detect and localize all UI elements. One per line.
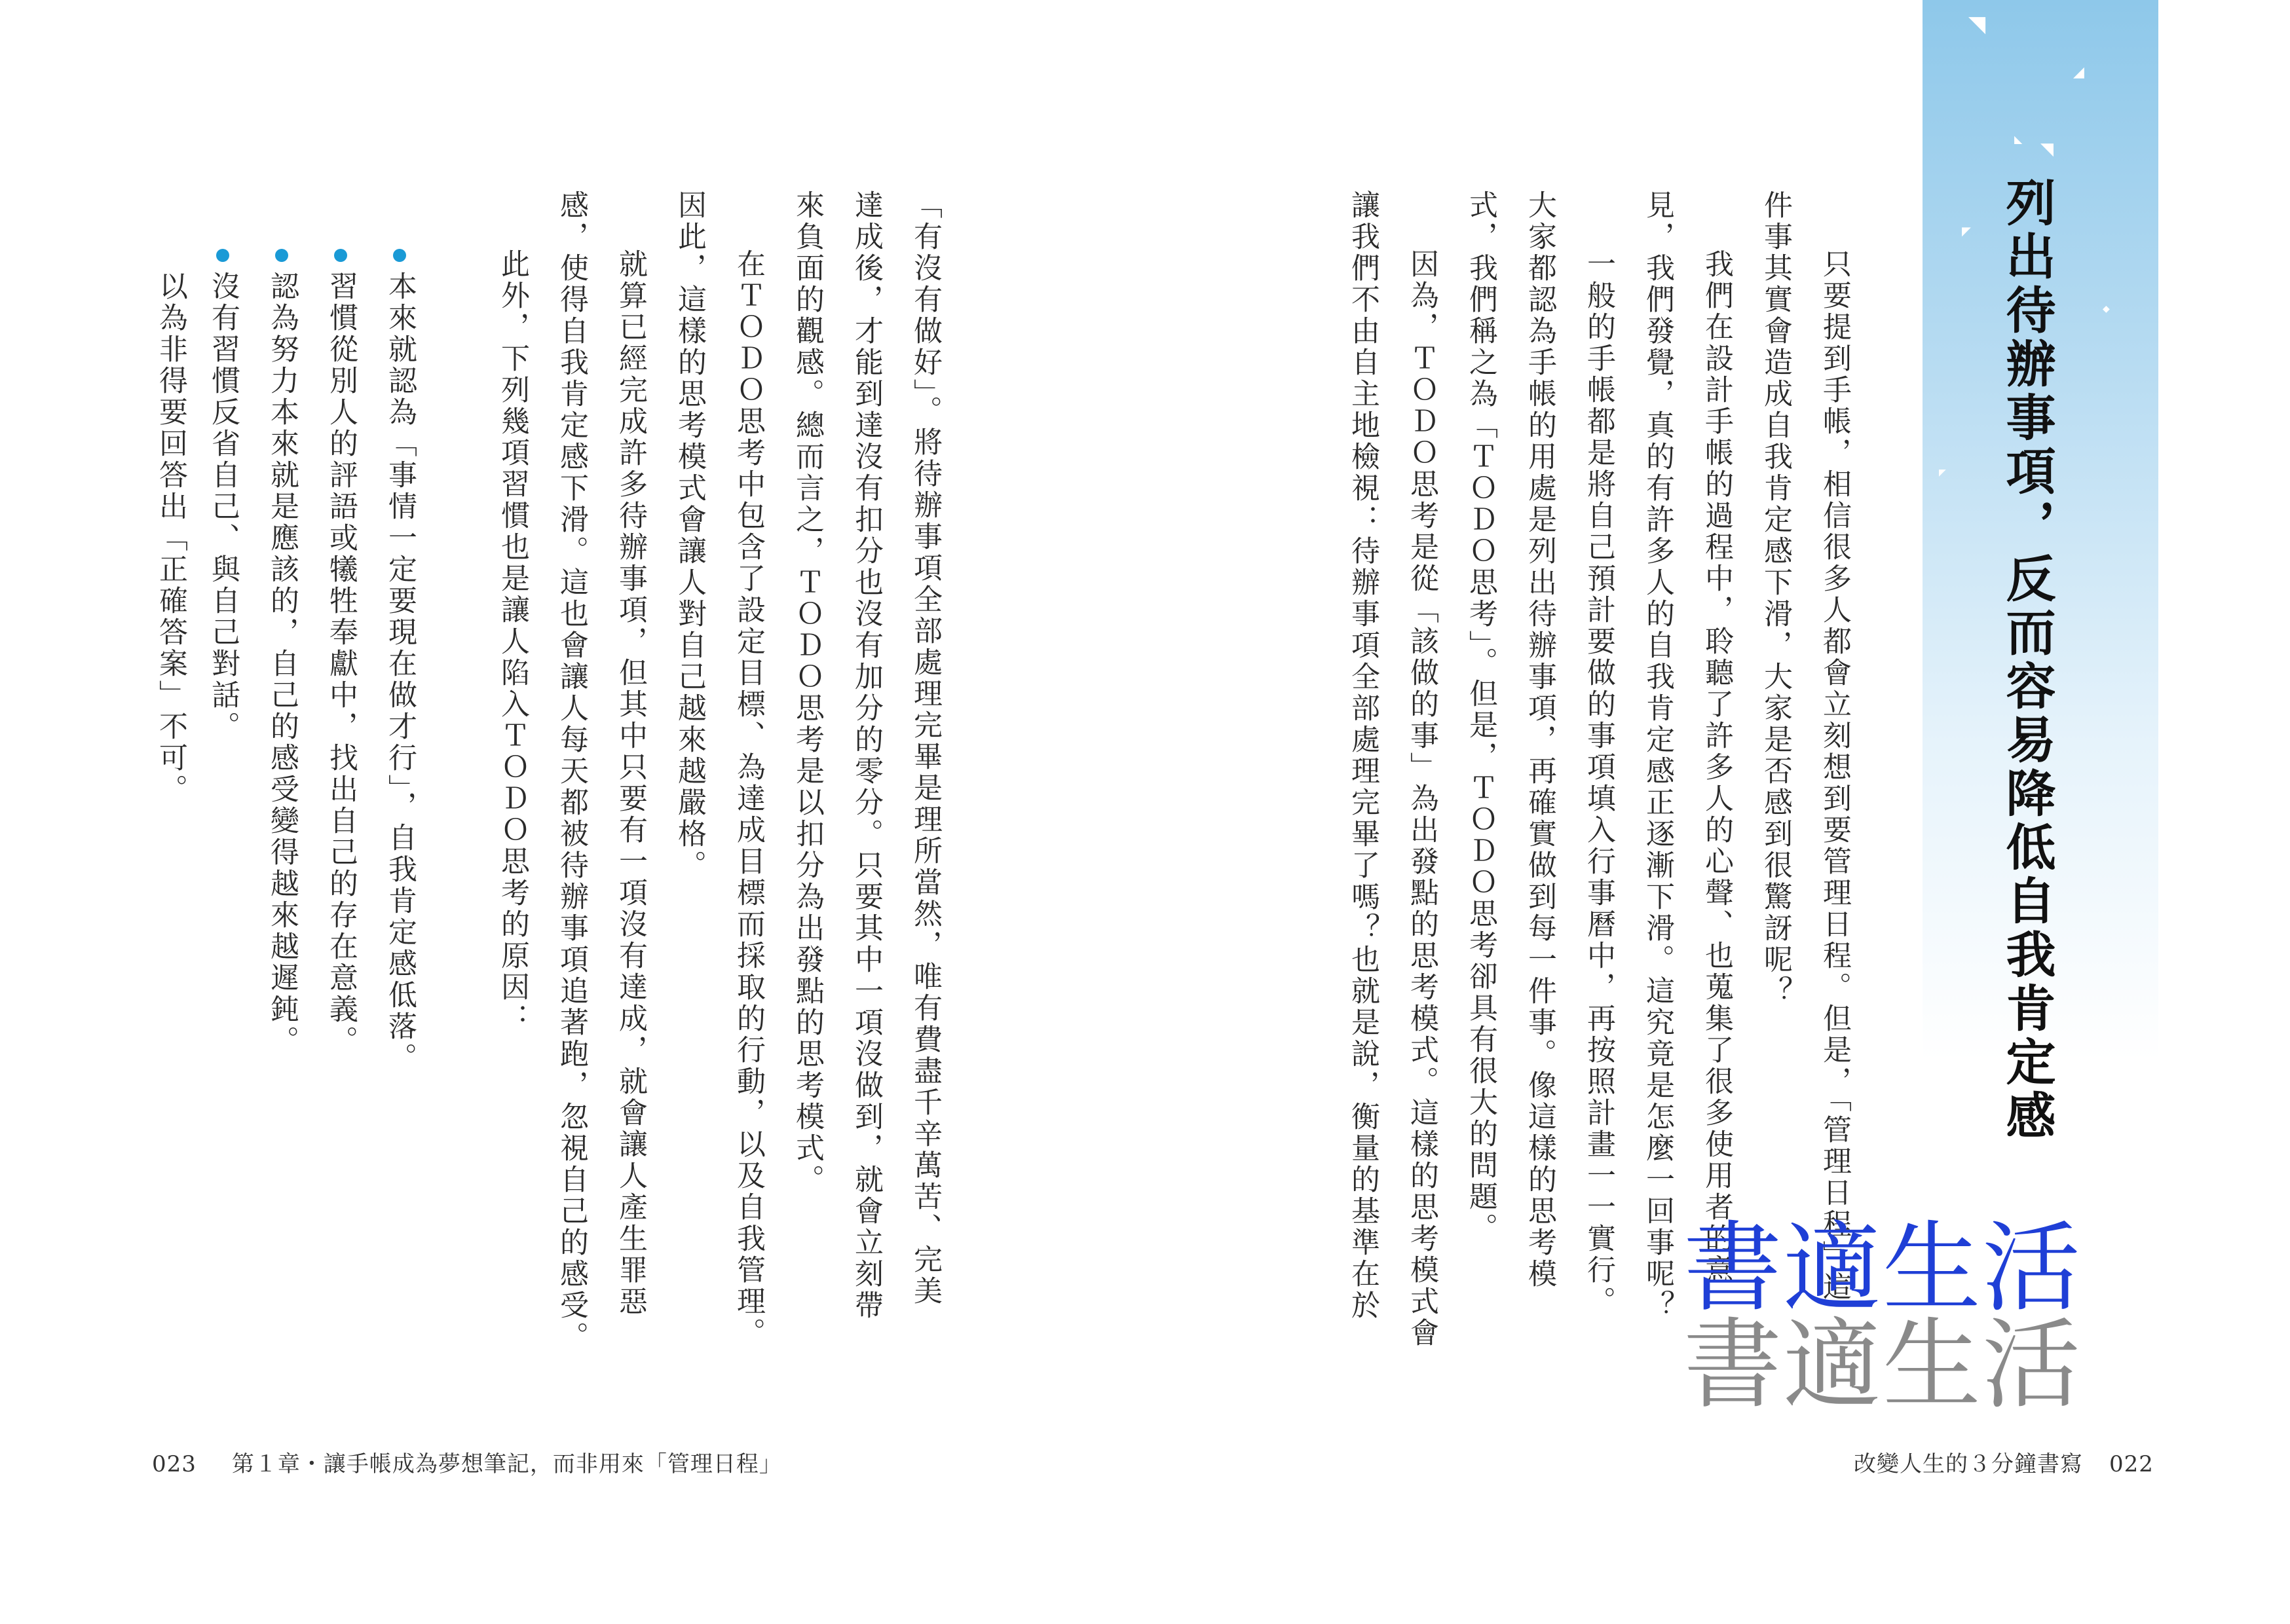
left-body-column: 「有沒有做好」。將待辦事項全部處理完畢是理所當然，唯有費盡千辛萬苦、完美 — [909, 190, 942, 1307]
left-body-column: 來負面的觀感。總而言之，ＴＯＤＯ思考是以扣分為出發點的思考模式。 — [791, 190, 824, 1196]
running-title: 改變人生的３分鐘書寫 — [1854, 1451, 2083, 1477]
right-body-column: 見，我們發覺，真的有許多人的自我肯定感正逐漸下滑。這究竟是怎麼一回事呢？ — [1641, 190, 1674, 1321]
sparkle-icon: ◥ — [2040, 139, 2054, 159]
bullet-text: 習慣從別人的評語或犧牲奉獻中，找出自己的存在意義。 — [324, 271, 358, 1057]
left-body-column: 達成後，才能到達沒有扣分也沒有加分的零分。只要其中一項沒做到，就會立刻帶 — [850, 190, 883, 1321]
watermark-blue: 書適生活 — [1683, 1211, 2082, 1325]
watermark-gray: 書適生活 — [1683, 1308, 2082, 1422]
bullet-text-continued: 以為非得要回答出「正確答案」不可。 — [154, 271, 187, 805]
sparkle-icon: ◤ — [1939, 468, 1946, 478]
bullet-item — [265, 249, 299, 1057]
left-body-column: 就算已經完成許多待辦事項，但其中只要有一項沒有達成，就會讓人產生罪惡 — [614, 249, 647, 1318]
right-body-column: 讓我們不由自主地檢視：待辦事項全部處理完畢了嗎？也就是說，衡量的基準在於 — [1346, 190, 1380, 1321]
bullet-dot-icon — [334, 249, 347, 262]
left-body-column: 此外，下列幾項習慣也是讓人陷入ＴＯＤＯ思考的原因： — [496, 249, 529, 1035]
sparkle-icon: ◢ — [2073, 64, 2084, 81]
bullet-dot-icon — [393, 249, 406, 262]
right-body-column: 只要提到手帳，相信很多人都會立刻想到要管理日程。但是，「管理日程」這 — [1818, 249, 1851, 1303]
right-body-column: 因為，ＴＯＤＯ思考是從「該做的事」為出發點的思考模式。這樣的思考模式會 — [1405, 249, 1438, 1349]
running-title: 第１章・讓手帳成為夢想筆記，而非用來「管理日程」 — [231, 1451, 782, 1477]
left-page-footer — [152, 1446, 782, 1478]
bullet-item — [206, 249, 240, 743]
bullet-text: 本來就認為「事情一定要現在做才行」，自我肯定感低落。 — [383, 271, 417, 1074]
bullet-dot-icon — [275, 249, 288, 262]
page-number: 022 — [2109, 1451, 2154, 1477]
right-body-column: 件事其實會造成自我肯定感下滑，大家是否感到很驚訝呢？ — [1759, 190, 1792, 1007]
bullet-text: 認為努力本來就是應該的，自己的感受變得越來越遲鈍。 — [265, 271, 299, 1057]
sparkle-icon: ◥ — [1968, 11, 1986, 37]
sparkle-icon: ◤ — [1962, 225, 1971, 238]
bullet-item — [383, 249, 417, 1074]
right-body-column: 大家都認為手帳的用處是列出待辦事項，再確實做到每一件事。像這樣的思考模 — [1523, 190, 1556, 1290]
sparkle-icon: ◆ — [2103, 304, 2110, 314]
left-body-column: 感，使得自我肯定感下滑。這也會讓人每天都被待辦事項追著跑，忽視自己的感受。 — [555, 190, 588, 1353]
bullet-text: 沒有習慣反省自己、與自己對話。 — [206, 271, 240, 743]
right-body-column: 式，我們稱之為「ＴＯＤＯ思考」。但是，ＴＯＤＯ思考卻具有很大的問題。 — [1464, 190, 1497, 1244]
section-title: 列出待辦事項，反而容易降低自我肯定感 — [1998, 177, 2056, 1143]
bullet-item — [324, 249, 358, 1057]
sparkle-icon: ◣ — [2014, 133, 2023, 145]
bullet-dot-icon — [216, 249, 229, 262]
page-number: 023 — [152, 1451, 197, 1477]
left-body-column: 因此，這樣的思考模式會讓人對自己越來越嚴格。 — [673, 190, 706, 881]
left-body-column: 在ＴＯＤＯ思考中包含了設定目標、為達成目標而採取的行動，以及自我管理。 — [732, 249, 765, 1349]
right-body-column: 我們在設計手帳的過程中，聆聽了許多人的心聲、也蒐集了很多使用者的意 — [1700, 249, 1733, 1286]
right-body-column: 一般的手帳都是將自己預計要做的事項填入行事曆中，再按照計畫一一實行。 — [1582, 249, 1615, 1318]
right-page-footer — [1854, 1446, 2154, 1478]
